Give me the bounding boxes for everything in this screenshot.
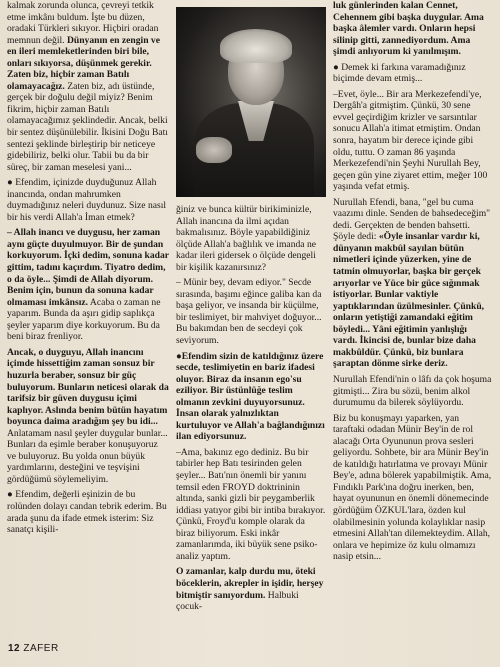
- answer: – Allah inancı ve duygusu, her zaman aynı güçte duyulmuyor. Bir de şundan korkuyorum. İçki dedim, sonuna kadar gittim, tadını kaçırdım. Tiyatro dedim, o da öyle... Şimdi de Allah diyorum. Benim için, bunun da sonuna kadar olmaması imkânsız. Acaba o zaman ne yaparım. Bunda da aşırı gidip saplıkça şeyler yaparım diye korkuyorum. Bu da beni biraz frenliyor.: [7, 227, 169, 343]
- page-number: 12: [8, 643, 21, 654]
- portrait-photo: [176, 7, 326, 197]
- answer: –Ama, bakınız ego dediniz. Bu bir tabirler hep Batı tesirinden gelen şeyler... Batı'nın önemli bir yanını temsil eden FROYD doktrininin altında, sanki gizli bir peygamberlik iddiası yatıyor gibi bir intiba bırakıyor. Çünkü, Froyd'u komple olarak da biraz biliyorum. Eski inkâr zamanlarımda, iki büyük sene psiko-analiz yaptım.: [176, 446, 326, 562]
- question: ●Efendim sizin de katıldığınız üzere secde, teslimiyetin en bariz ifadesi oluyor. Biraz da insanın ego'su eziliyor. Bir üstünlüğe teslim olmanın zevkini duyuyorsunuz. İnsan olarak yalnızlıktan kurtuluyor ve Allah'a bağlandığınızı ilan ediyorsunuz.: [176, 350, 325, 443]
- answer: Nurullah Efendi, bana, "gel bu cuma vaazımı dinle. Senden de bahsedeceğim" dedi. Gerçekten de benden bahsetti. Şöyle dedi: «Öyle insanlar vardır ki, dünyanın makbûl sayılan bütün nimetleri içinde yüzerken, yine de tatmin olmuyorlar, başka bir gerçek arıyorlar ve Yüce bir güce sığınmak istiyorlar. Bunlar vaktiyle yaptıklarından üzülmesinler. Çünkü, onların yetiştiği zamandaki eğitim böyledi... Yâni eğitimin yanlışlığı vardı. İkincisi de, bunlar bize daha makbûldür. Çünkü, biz bunlara şaraptan dönme sirke deriz.: [333, 196, 491, 370]
- column-right: [333, 0, 493, 563]
- question: ● Efendim, içinizde duyduğunuz Allah inancında, ondan mahrumken duymadığınız neleri duydunuz. Size nasıl bir his verdi Allah'a İman etmek?: [7, 177, 167, 223]
- column-left: [7, 0, 169, 536]
- answer: –Evet, öyle... Bir ara Merkezefendi'ye, Dergâh'a gitmiştim. Çünkü, 30 sene evvel geçirdiğim krizler ve sarsıntılar sonucu Allah'a itimat etmiştim. Ondan sonra, hayatım bir derece içinde gibi oldu, tuttu. O zaman 86 yaşında Merkezefendi'nin Şeyhi Nurullah Bey, geçen gün yine ziyaret ettim, meğer 100 yaşında vefat etmiş.: [333, 88, 488, 193]
- answer-continued: Ancak, o duyguyu, Allah inancını içimde hissettiğim zaman sonsuz bir huzurla beraber, sonsuz bir güç buluyorum. Bunların neticesi olarak da tarifsiz bir güven duygusu içimi kaplıyor. Aslında benim bütün hayatım boyunca daima aradığım şey bu idi... Anlatamam nasıl şeyler duygular bunlar... Bunları da eşimle beraber konuşuyoruz ve buluyoruz. Bu yolda onun büyük yardımlarını, desteğini ve teşvişini gördüğümü söylemeliyim.: [7, 346, 169, 485]
- closing-paragraph: Biz bu konuşmayı yaparken, yan taraftaki odadan Münir Bey'in de rol alacağı Orta Oyununun prova sesleri geliyordu. Sohbete, bir ara Münir Bey'in de katıldığı hatırlatma ve provayı Münir Bey'e, adına bölerek yapabilmiştik. Ama, Fındıklı Park'ına doğru inerken, ben, hayat oyununun en önemli dönemecinde gördüğüm ÖZKUL'lara, özden kul olabilmesinin yolunda kolaylıklar nasip etmesini Allah'tan dilemekteydim. Allah, onlara ve hepimize öz kulu olmamızı nasip etsin...: [333, 412, 492, 563]
- answer: – Münir bey, devam ediyor." Secde sırasında, başımı eğince galiba kan da başa geliyor, ve insanda bir küçülme, bir teslimiyet, bir mahviyet doğuyor... Bu bakımdan ben de secdeyi çok seviyorum.: [176, 277, 322, 347]
- paragraph: Nurullah Efendi'nin o lâfı da çok hoşuma gitmişti... Zira bu sözü, benim alkol durumumu da bilerek söylüyordu.: [333, 373, 492, 409]
- question: ● Efendim, değerli eşinizin de bu rolünden dolayı candan tebrik ederim. Bu arada şunu da ifade etmek isterim: Siz sanatçı kişili-: [7, 489, 167, 536]
- paragraph: luk günlerinden kalan Cennet, Cehennem gibi başka duygular. Ama başka âlemler vardı. Onların hepsi silinip gitti, zannediyordum. Ama şimdi anlıyorum ki yanılmışım.: [333, 0, 484, 58]
- paragraph: ğiniz ve bunca kültür birikiminizle, Allah inancına da ilmi açıdan bakmalısınız. Böyle yapabildiğiniz ölçüde Allah'a bağlılık ve imanda ne kadar ileri gidersek o ölçüde dengeli bir kişilik kazanırsınız?: [176, 204, 316, 273]
- question: ● Demek ki farkına varamadığınız biçimde devam etmiş...: [333, 61, 466, 85]
- page-footer: [8, 643, 59, 654]
- column-middle: [176, 204, 326, 613]
- magazine-name: ZAFER: [23, 643, 59, 654]
- paragraph: kalmak zorunda olunca, çevreyi tetkik etme imkânı buldum. İşte bu düzen, oradaki Türkleri sıkıyor. Hiçbiri oradan memnun değil. Dünyanın en zengin ve en ileri memleketlerinden biri bile, onları sıkıyorsa, düşünmek gerekir. Zaten biz, hiçbir zaman Batılı olamayacağız. Zaten biz, adı üstünde, gerçek bir doğulu değil miyiz? Benim fikrim, hiçbir zaman Batılı olamayacağımız şeklindedir. Ancak, belki bir sentez düşünülebilir. İkisini Doğu Batı sentezi şeklinde birleştirip bir neticeye gidebiliriz, belki olur. Tabii bu da bir süreç, bir zaman meselesi yani...: [7, 0, 168, 173]
- photo-hair: [220, 29, 292, 63]
- answer-continued: O zamanlar, kalp durdu mu, öteki böceklerin, akrepler in işidir, herşey bitmiştir sanıyordum. Halbuki çocuk-: [176, 566, 324, 613]
- photo-hand: [196, 137, 232, 163]
